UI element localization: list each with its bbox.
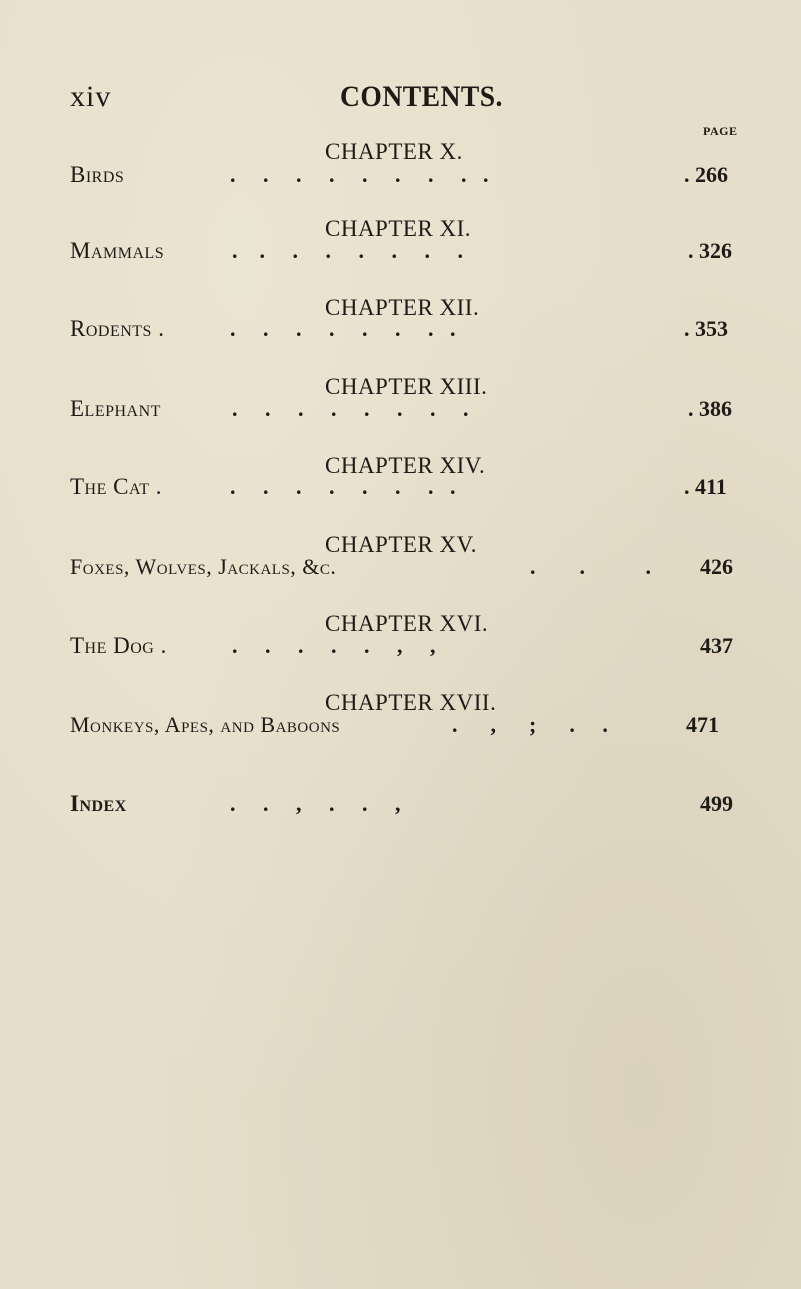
entry-title: The Dog . xyxy=(70,633,167,658)
chapter-heading: CHAPTER XVI. xyxy=(325,611,489,636)
entry-page-number: . 386 xyxy=(688,396,732,421)
entry-title: The Cat . xyxy=(70,474,163,499)
page-column-label: PAGE xyxy=(703,124,738,138)
entry-title: Birds xyxy=(70,162,125,187)
entry-page-number: 471 xyxy=(686,712,719,737)
chapter-heading: CHAPTER XII. xyxy=(325,295,480,320)
entry-page-number: . 411 xyxy=(684,474,727,499)
index-title: Index xyxy=(70,791,127,816)
dot-leaders: . . . . . , , xyxy=(232,633,436,658)
page-number: xiv xyxy=(70,80,112,113)
entry-page-number: . 266 xyxy=(684,162,728,187)
entry-page-number: . 326 xyxy=(688,238,732,263)
dot-leaders: . . . . . . . . xyxy=(230,316,456,341)
entry-title: Mammals xyxy=(70,238,165,263)
dot-leaders: . . . . . . . . xyxy=(230,474,456,499)
chapter-heading: CHAPTER XIII. xyxy=(325,374,488,399)
entry-title: Foxes, Wolves, Jackals, &c. xyxy=(70,554,337,579)
chapter-heading: CHAPTER XIV. xyxy=(325,453,486,478)
chapter-heading: CHAPTER X. xyxy=(325,139,463,164)
chapter-heading: CHAPTER XI. xyxy=(325,216,472,241)
dot-leaders: . , ; . . xyxy=(452,712,608,737)
dot-leaders: . . . . . . . . xyxy=(232,396,469,421)
entry-page-number: 437 xyxy=(700,633,733,658)
entry-page-number: . 353 xyxy=(684,316,728,341)
entry-title: Elephant xyxy=(70,396,161,421)
chapter-heading: CHAPTER XVII. xyxy=(325,690,497,715)
entry-page-number: 426 xyxy=(700,554,733,579)
dot-leaders: . . . . . . . . . xyxy=(230,162,489,187)
running-head: CONTENTS. xyxy=(340,80,503,113)
dot-leaders: . . . xyxy=(530,554,651,579)
index-page-number: 499 xyxy=(700,791,733,816)
entry-title: Monkeys, Apes, and Baboons xyxy=(70,712,341,737)
entry-title: Rodents . xyxy=(70,316,165,341)
dot-leaders: . . . . . . . . xyxy=(232,238,463,263)
chapter-heading: CHAPTER XV. xyxy=(325,532,478,557)
dot-leaders: . . , . . , xyxy=(230,791,401,816)
